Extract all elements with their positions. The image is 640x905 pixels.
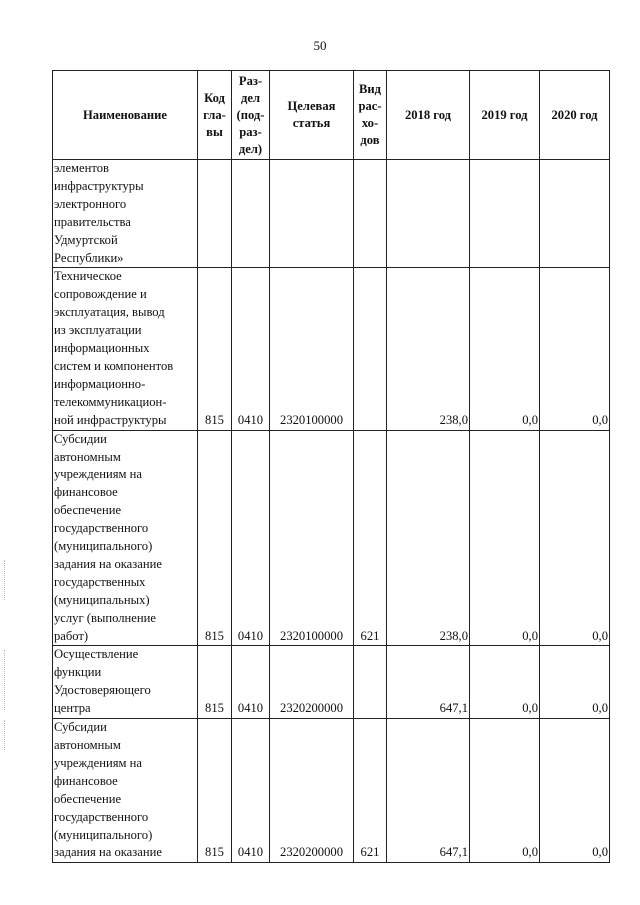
row-chapter-code	[198, 160, 232, 268]
row-name: Осуществление функции Удостоверяющего центра	[53, 646, 198, 719]
row-section: 0410	[232, 430, 270, 646]
table-row	[53, 160, 610, 268]
header-name: Наименование	[53, 71, 198, 160]
row-2018: 238,0	[387, 268, 470, 430]
row-2020: 0,0	[540, 646, 610, 719]
header-section: Раз- дел (под- раз- дел)	[232, 71, 270, 160]
left-margin-mark	[4, 720, 6, 750]
row-2019: 0,0	[470, 646, 540, 719]
header-2019: 2019 год	[470, 71, 540, 160]
row-target-article: 2320200000	[270, 646, 354, 719]
table-row	[53, 719, 610, 863]
row-expense-type: 621	[354, 719, 387, 863]
row-section: 0410	[232, 268, 270, 430]
table-header-row	[53, 71, 610, 160]
row-chapter-code: 815	[198, 268, 232, 430]
table-row	[53, 430, 610, 646]
row-target-article: 2320100000	[270, 268, 354, 430]
header-2018: 2018 год	[387, 71, 470, 160]
table-row	[53, 268, 610, 430]
row-2020	[540, 160, 610, 268]
row-target-article: 2320100000	[270, 430, 354, 646]
left-margin-mark	[4, 560, 6, 600]
row-section: 0410	[232, 719, 270, 863]
row-2019: 0,0	[470, 268, 540, 430]
row-chapter-code: 815	[198, 646, 232, 719]
row-expense-type	[354, 268, 387, 430]
row-2020: 0,0	[540, 268, 610, 430]
left-margin-mark	[4, 650, 6, 710]
row-section	[232, 160, 270, 268]
budget-table	[52, 70, 610, 863]
row-expense-type: 621	[354, 430, 387, 646]
row-target-article	[270, 160, 354, 268]
row-2019: 0,0	[470, 719, 540, 863]
row-chapter-code: 815	[198, 430, 232, 646]
header-2020: 2020 год	[540, 71, 610, 160]
row-2019	[470, 160, 540, 268]
row-name: Субсидии автономным учреждениям на финансовое обеспечение государственного (муниципального) задания на оказание государственных (муниципальных) услуг (выполнение работ)	[53, 430, 198, 646]
header-chapter-code: Код гла- вы	[198, 71, 232, 160]
row-2020: 0,0	[540, 719, 610, 863]
row-2018	[387, 160, 470, 268]
row-chapter-code: 815	[198, 719, 232, 863]
row-2020: 0,0	[540, 430, 610, 646]
row-2018: 238,0	[387, 430, 470, 646]
table-row	[53, 646, 610, 719]
row-expense-type	[354, 646, 387, 719]
header-target-article: Целевая статья	[270, 71, 354, 160]
row-target-article: 2320200000	[270, 719, 354, 863]
row-name: Техническое сопровождение и эксплуатация, вывод из эксплуатации информационных систем и компонентов информационно- телекоммуникацион- ной инфраструктуры	[53, 268, 198, 430]
row-name: элементов инфраструктуры электронного правительства Удмуртской Республики»	[53, 160, 198, 268]
page-number: 50	[313, 38, 327, 53]
row-expense-type	[354, 160, 387, 268]
row-2019: 0,0	[470, 430, 540, 646]
header-expense-type: Вид рас- хо- дов	[354, 71, 387, 160]
row-name: Субсидии автономным учреждениям на финансовое обеспечение государственного (муниципального) задания на оказание	[53, 719, 198, 863]
row-section: 0410	[232, 646, 270, 719]
row-2018: 647,1	[387, 719, 470, 863]
row-2018: 647,1	[387, 646, 470, 719]
